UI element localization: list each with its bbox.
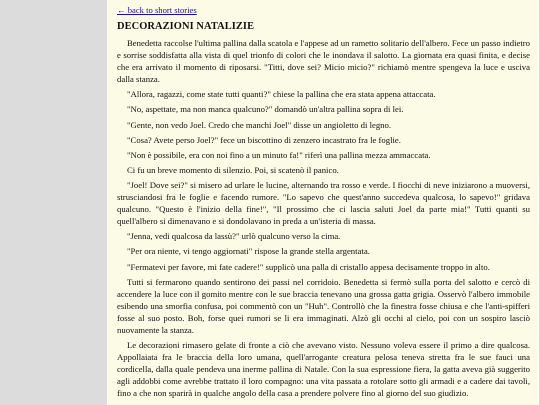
story-paragraph: "Allora, ragazzi, come state tutti quanti?" chiese la pallina che era stata appena attaccata.: [127, 89, 436, 100]
story-paragraph: "Jenna, vedi qualcosa da lassù?" urlò qualcuno verso la cima.: [127, 231, 341, 242]
story-paragraph: "Fermatevi per favore, mi fate cadere!" supplicò una palla di cristallo appesa decisamente troppo in alto.: [127, 261, 490, 272]
story-paragraph: "Gente, non vedo Joel. Credo che manchi Joel" disse un angioletto di legno.: [127, 119, 392, 130]
story-paragraph: Le decorazioni rimasero gelate di fronte a ciò che avevano visto. Nessuno voleva essere il primo a dire qualcosa. Appollaiata fra le braccia della loro umana, quell'arrogante creatura pelosa teneva stretta fra le sue fauci una cordicella, dalla quale pendeva una inerme pallina di Natale. Con la sua espressione fiera, la gatta aveva già suggerito agli addobbi come avrebbe trattato il loro compagno: una vita passata a rotolare sotto gli armadi e a cadere dai tavoli, fino a che non sparirà in qualche angolo della casa a prendere polvere fino al giorno del suo giudizio.: [117, 340, 530, 399]
back-to-short-stories-link[interactable]: ← back to short stories: [117, 5, 197, 15]
story-paragraph: "Cosa? Avete perso Joel?" fece un biscottino di zenzero incastrato fra le foglie.: [127, 134, 401, 145]
story-paragraph: Benedetta raccolse l'ultima pallina dalla scatola e l'appese ad un rametto solitario dell'albero. Fece un passo indietro e sorrise soddisfatta alla vista di quel trionfo di colori che le inondava il salotto. La giornata era quasi finita, e decise che era arrivato il momento di riposarsi. "Titti, dove sei? Micio micio?" richiamò mentre spengeva la luce e usciva dalla stanza.: [117, 38, 530, 85]
story-paragraph: Tutti si fermarono quando sentirono dei passi nel corridoio. Benedetta si fermò sulla porta del salotto e cercò di accendere la luce con il gomito mentre con le sue braccia tenevano una grossa gatta grigia. Osservò l'albero immobile esibendo una smorfia confusa, poi commentò con un "Huh". Controllò che la finestra fosse chiusa e che l'anti-spifferi fosse al suo posto. Boh, forse quei rumori se li era immaginati. Alzò gli occhi al cielo, poi con un sospiro lasciò nuovamente la stanza.: [117, 276, 530, 335]
story-paragraph: "Joel! Dove sei?" si misero ad urlare le lucine, alternando tra rosso e verde. I fiocchi di neve iniziarono a muoversi, strusciandosi fra le foglie e facendo rumore. "Lo sapevo che quest'anno succedeva qualcosa, lo sapevo!" gridava qualcuno. "Questo è l'inizio della fine!", "Il prossimo che ci lascia saluti Joel da parte mia!" Tutti quanti su quell'albero si dimenavano e si dondolavano in preda a un'isteria di massa.: [117, 179, 530, 227]
story-title: DECORAZIONI NATALIZIE: [117, 21, 255, 32]
story-paragraph: Ci fu un breve momento di silenzio. Poi, si scatenò il panico.: [127, 164, 339, 175]
story-paragraph: "Per ora niente, vi tengo aggiornati" rispose la grande stella argentata.: [127, 246, 370, 257]
story-paragraph: "No, aspettate, ma non manca qualcuno?" domandò un'altra pallina sopra di lei.: [127, 104, 404, 115]
story-paragraph: "Non è possibile, era con noi fino a un minuto fa!" riferì una pallina mezza ammaccata.: [127, 149, 431, 160]
story-body: [117, 37, 530, 400]
story-page: [107, 0, 539, 405]
